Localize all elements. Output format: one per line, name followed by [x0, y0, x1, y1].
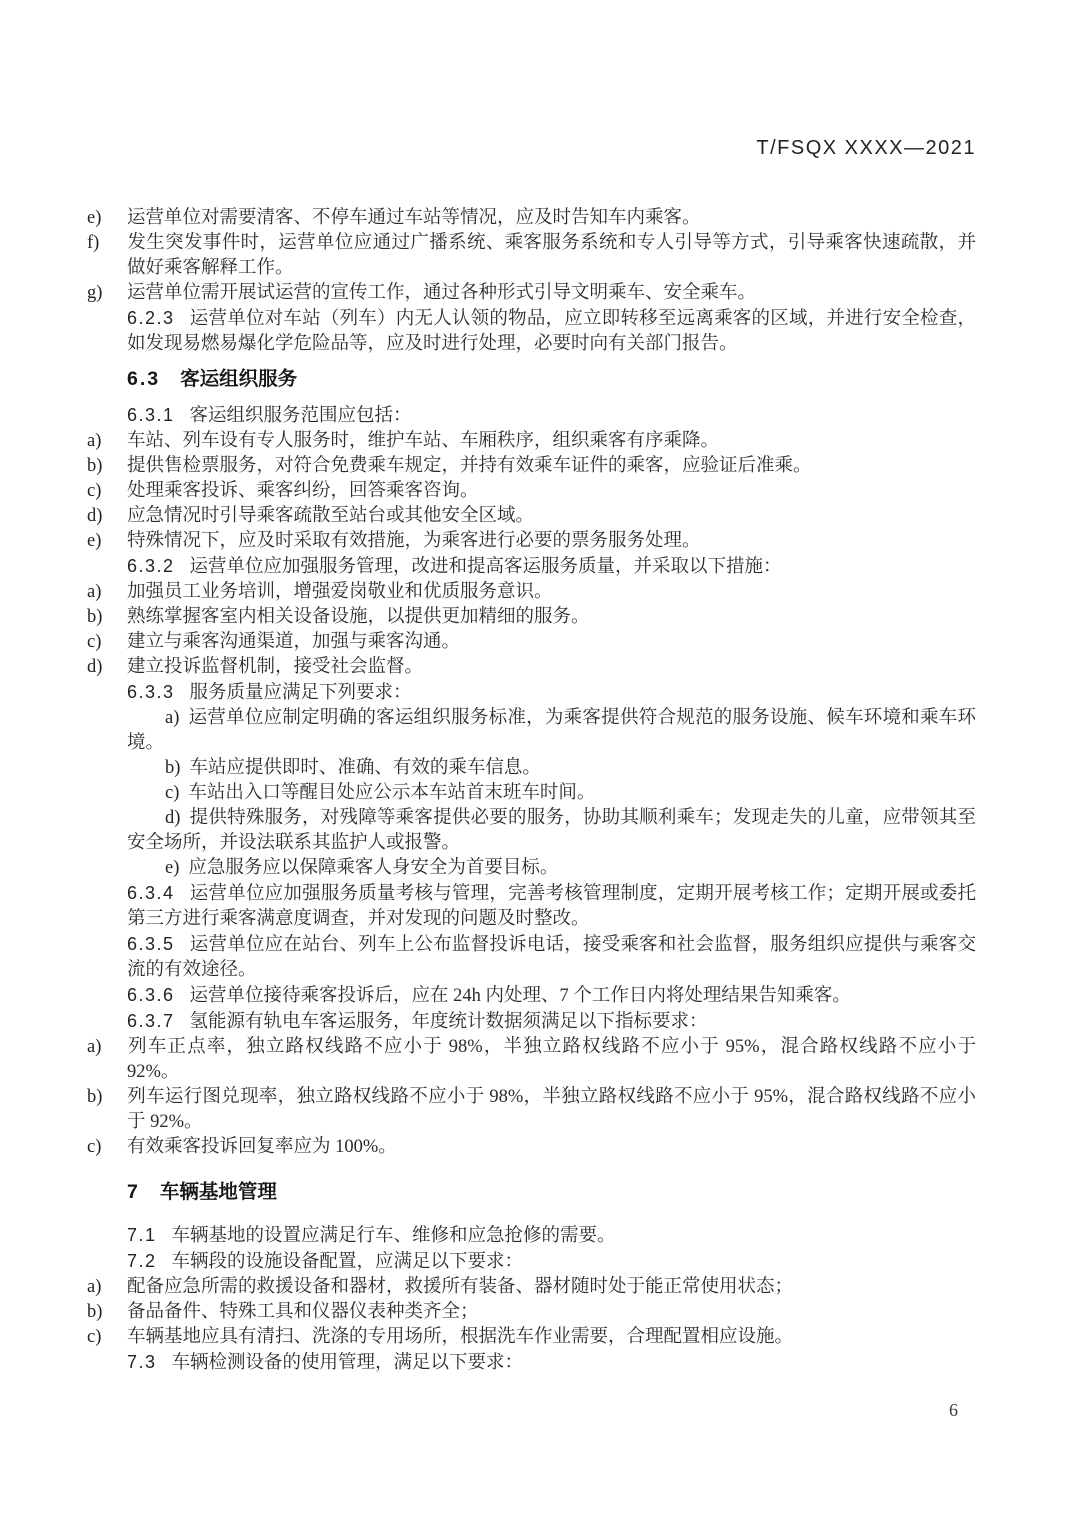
clause-text: 车辆检测设备的使用管理，满足以下要求：: [171, 1353, 524, 1373]
list-item-c: [87, 1325, 976, 1350]
list-item-text: 运营单位应制定明确的客运组织服务标准，为乘客提供符合规范的服务设施、候车环境和乘车环境。: [127, 708, 976, 753]
clause-number: 6.3.1: [127, 405, 175, 425]
list-item-c: [127, 781, 976, 806]
clause-7-2: [127, 1249, 976, 1275]
heading-number: 7: [127, 1181, 140, 1203]
list-item-text: 有效乘客投诉回复率应为 100%。: [127, 1137, 397, 1157]
list-item-text: 备品备件、特殊工具和仪器仪表种类齐全；: [127, 1302, 479, 1322]
list-item-letter: a): [87, 1037, 102, 1057]
heading-7: [127, 1180, 976, 1205]
clause-text: 氢能源有轨电车客运服务，年度统计数据须满足以下指标要求：: [189, 1012, 708, 1032]
list-item-e: [87, 529, 976, 554]
clause-text: 运营单位应在站台、列车上公布监督投诉电话，接受乘客和社会监督，服务组织应提供与乘客交流的有效途径。: [127, 935, 976, 980]
list-item-text: 车辆基地应具有清扫、洗涤的专用场所，根据洗车作业需要，合理配置相应设施。: [127, 1327, 794, 1347]
clause-number: 7.3: [127, 1352, 157, 1372]
list-item-text: 建立投诉监督机制，接受社会监督。: [127, 657, 424, 677]
list-item-text: 车站出入口等醒目处应公示本车站首末班车时间。: [188, 783, 596, 803]
list-item-text: 加强员工业务培训，增强爱岗敬业和优质服务意识。: [127, 582, 553, 602]
document-body: [87, 206, 976, 1376]
clause-text: 运营单位对车站（列车）内无人认领的物品，应立即转移至远离乘客的区域，并进行安全检查，如发现易燃易爆化学危险品等，应及时进行处理，必要时向有关部门报告。: [127, 309, 976, 354]
clause-text: 车辆基地的设置应满足行车、维修和应急抢修的需要。: [171, 1226, 616, 1246]
clause-number: 6.3.6: [127, 985, 175, 1005]
list-item-text: 运营单位需开展试运营的宣传工作，通过各种形式引导文明乘车、安全乘车。: [127, 283, 757, 303]
list-item-c: [87, 1135, 976, 1160]
list-item-d: [127, 806, 976, 856]
clause-7-3: [127, 1350, 976, 1376]
list-item-letter: f): [87, 233, 100, 253]
list-item-letter: c): [87, 481, 102, 501]
list-item-letter: a): [87, 431, 102, 451]
list-item-letter: e): [165, 858, 180, 878]
list-item-text: 应急服务应以保障乘客人身安全为首要目标。: [188, 858, 559, 878]
list-item-a: [127, 706, 976, 756]
clause-number: 6.3.7: [127, 1011, 175, 1031]
clause-number: 7.1: [127, 1225, 157, 1245]
clause-6-3-6: [127, 983, 976, 1009]
list-item-b: [87, 1300, 976, 1325]
list-item-a: [87, 580, 976, 605]
clause-7-1: [127, 1223, 976, 1249]
clause-6-3-2: [127, 554, 976, 580]
list-item-b: [127, 756, 976, 781]
list-item-letter: e): [87, 531, 102, 551]
heading-number: 6.3: [127, 368, 161, 390]
list-item-letter: a): [87, 582, 102, 602]
doc-code: T/FSQX XXXX—2021: [756, 137, 976, 159]
clause-6-2-3: [127, 306, 976, 357]
list-item-letter: e): [87, 208, 102, 228]
heading-text: 客运组织服务: [180, 368, 298, 390]
list-item-letter: c): [87, 1137, 102, 1157]
clause-text: 服务质量应满足下列要求：: [189, 683, 412, 703]
list-item-letter: b): [165, 758, 181, 778]
list-item-letter: d): [87, 657, 103, 677]
list-item-letter: b): [87, 607, 103, 627]
list-item-text: 运营单位对需要清客、不停车通过车站等情况，应及时告知车内乘客。: [127, 208, 701, 228]
list-item-letter: g): [87, 283, 103, 303]
list-item-text: 提供售检票服务，对符合免费乘车规定，并持有效乘车证件的乘客，应验证后准乘。: [127, 456, 812, 476]
list-item-text: 配备应急所需的救援设备和器材，救援所有装备、器材随时处于能正常使用状态；: [127, 1277, 794, 1297]
list-item-f: [87, 231, 976, 281]
clause-6-3-5: [127, 932, 976, 983]
list-item-c: [87, 479, 976, 504]
clause-6-3-7: [127, 1009, 976, 1035]
list-item-a: [87, 429, 976, 454]
clause-number: 6.3.5: [127, 934, 175, 954]
list-item-e: [87, 206, 976, 231]
list-item-letter: b): [87, 1087, 103, 1107]
list-item-d: [87, 504, 976, 529]
clause-number: 6.3.3: [127, 682, 175, 702]
list-item-letter: c): [87, 632, 102, 652]
list-item-text: 建立与乘客沟通渠道，加强与乘客沟通。: [127, 632, 461, 652]
clause-number: 6.2.3: [127, 308, 175, 328]
list-item-text: 车站应提供即时、准确、有效的乘车信息。: [189, 758, 541, 778]
list-item-e: [127, 856, 976, 881]
list-item-text: 提供特殊服务，对残障等乘客提供必要的服务，协助其顺利乘车；发现走失的儿童，应带领其至安全场所，并设法联系其监护人或报警。: [127, 808, 976, 853]
list-item-d: [87, 655, 976, 680]
list-item-g: [87, 281, 976, 306]
page-number: 6: [949, 1400, 958, 1420]
list-item-letter: b): [87, 1302, 103, 1322]
clause-text: 客运组织服务范围应包括：: [189, 406, 412, 426]
list-item-a: [87, 1035, 976, 1085]
clause-text: 运营单位应加强服务质量考核与管理，完善考核管理制度，定期开展考核工作；定期开展或委托第三方进行乘客满意度调查，并对发现的问题及时整改。: [127, 884, 976, 929]
clause-text: 车辆段的设施设备配置，应满足以下要求：: [171, 1252, 524, 1272]
list-item-b: [87, 605, 976, 630]
list-item-c: [87, 630, 976, 655]
list-item-letter: a): [165, 708, 180, 728]
list-item-letter: c): [87, 1327, 102, 1347]
list-item-letter: b): [87, 456, 103, 476]
clause-6-3-4: [127, 881, 976, 932]
list-item-text: 特殊情况下，应及时采取有效措施，为乘客进行必要的票务服务处理。: [127, 531, 701, 551]
clause-number: 6.3.4: [127, 883, 175, 903]
clause-6-3-1: [127, 403, 976, 429]
list-item-a: [87, 1275, 976, 1300]
clause-text: 运营单位应加强服务管理，改进和提高客运服务质量，并采取以下措施：: [189, 557, 782, 577]
list-item-text: 发生突发事件时，运营单位应通过广播系统、乘客服务系统和专人引导等方式，引导乘客快速疏散，并做好乘客解释工作。: [127, 233, 976, 278]
heading-text: 车辆基地管理: [159, 1181, 277, 1203]
list-item-letter: a): [87, 1277, 102, 1297]
list-item-text: 车站、列车设有专人服务时，维护车站、车厢秩序，组织乘客有序乘降。: [127, 431, 720, 451]
list-item-letter: d): [165, 808, 181, 828]
list-item-text: 应急情况时引导乘客疏散至站台或其他安全区域。: [127, 506, 535, 526]
list-item-text: 列车运行图兑现率，独立路权线路不应小于 98%，半独立路权线路不应小于 95%，混合路权线路不应小于 92%。: [127, 1087, 976, 1132]
list-item-text: 处理乘客投诉、乘客纠纷，回答乘客咨询。: [127, 481, 479, 501]
heading-6-3: [127, 367, 976, 392]
list-item-text: 列车正点率，独立路权线路不应小于 98%，半独立路权线路不应小于 95%，混合路权线路不应小于 92%。: [127, 1037, 976, 1082]
list-item-b: [87, 1085, 976, 1135]
list-item-text: 熟练掌握客室内相关设备设施，以提供更加精细的服务。: [127, 607, 590, 627]
clause-number: 7.2: [127, 1251, 157, 1271]
list-item-letter: c): [165, 783, 180, 803]
list-item-b: [87, 454, 976, 479]
list-item-letter: d): [87, 506, 103, 526]
clause-number: 6.3.2: [127, 556, 175, 576]
clause-text: 运营单位接待乘客投诉后，应在 24h 内处理、7 个工作日内将处理结果告知乘客。: [189, 986, 851, 1006]
clause-6-3-3: [127, 680, 976, 706]
